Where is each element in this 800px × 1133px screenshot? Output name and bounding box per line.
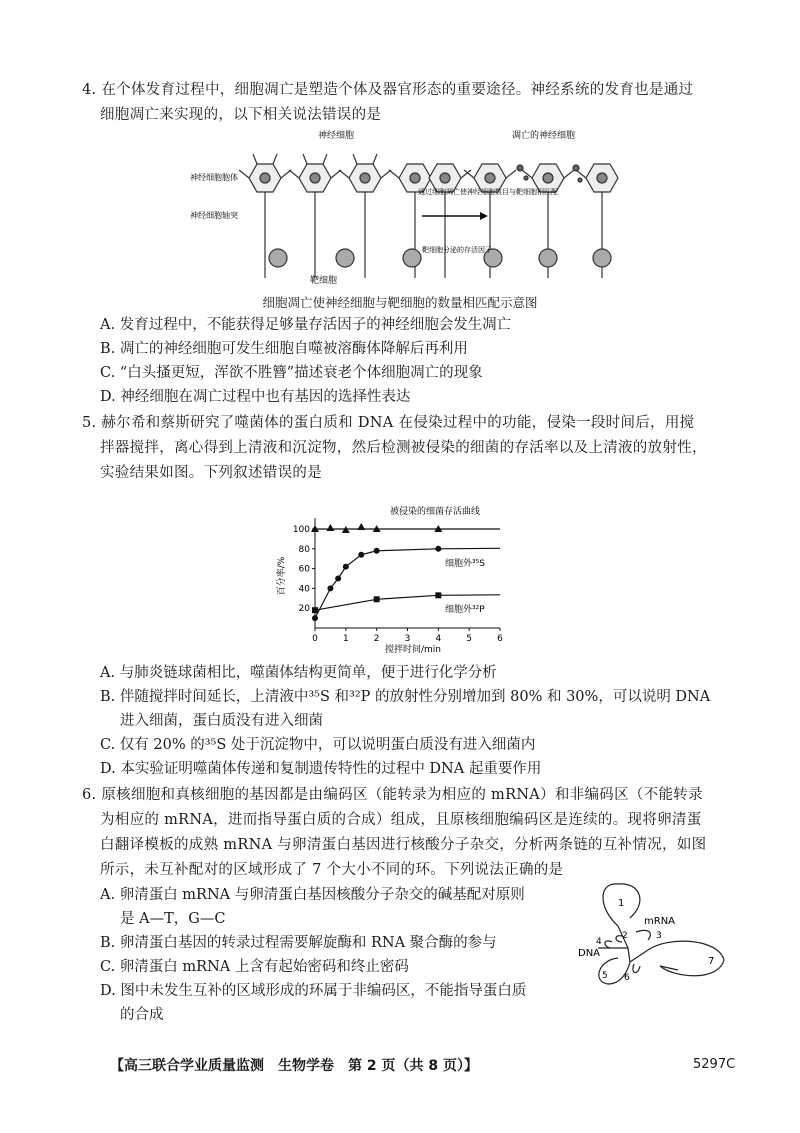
y-tick-label: 20 bbox=[298, 604, 310, 615]
q5-stem-line3: 实验结果如图。下列叙述错误的是 bbox=[100, 465, 322, 481]
chart-ylabel: 百分率/% bbox=[277, 556, 287, 596]
q6-stem-line3: 白翻译模板的成熟 mRNA 与卵清蛋白基因进行核酸分子杂交，分析两条链的互补情况，如图 bbox=[100, 837, 707, 853]
loop-label-1: 1 bbox=[618, 898, 625, 909]
legend-s35: 细胞外³⁵S bbox=[445, 559, 485, 569]
q6-stem-line2: 为相应的 mRNA，进而指导蛋白质的合成）组成，且原核细胞编码区是连续的。现将卵清蛋 bbox=[100, 812, 702, 828]
data-point bbox=[312, 607, 318, 613]
q6-option-d-cont: 的合成 bbox=[120, 1007, 164, 1023]
q5-stem-line1: 5. 赫尔希和蔡斯研究了噬菌体的蛋白质和 DNA 在侵染过程中的功能，侵染一段时间后，用搅 bbox=[82, 415, 695, 431]
label-soma: 神经细胞胞体 bbox=[190, 173, 238, 182]
label-dna: DNA bbox=[578, 948, 601, 959]
q4-option-c: C. “白头搔更短，浑欲不胜簪”描述衰老个体细胞凋亡的现象 bbox=[100, 365, 483, 381]
loop-label-5: 5 bbox=[602, 971, 608, 981]
legend-p32: 细胞外³²P bbox=[445, 605, 485, 615]
x-tick-label: 3 bbox=[404, 634, 411, 644]
data-point bbox=[312, 615, 318, 621]
q5-stem-line2: 拌器搅拌，离心得到上清液和沉淀物，然后检测被侵染的细菌的存活率以及上清液的放射性， bbox=[100, 440, 707, 456]
q6-option-a-cont: 是 A—T，G—C bbox=[120, 911, 226, 927]
label-neurons: 神经细胞 bbox=[318, 131, 355, 141]
data-point bbox=[326, 524, 334, 531]
q4-stem-line1: 4. 在个体发育过程中，细胞凋亡是塑造个体及器官形态的重要途径。神经系统的发育也是通过 bbox=[82, 82, 694, 98]
legend-survival: 被侵染的细菌存活曲线 bbox=[390, 507, 481, 517]
loop-6 bbox=[633, 964, 640, 973]
q4-stem-line2: 细胞凋亡来实现的，以下相关说法错误的是 bbox=[100, 107, 382, 123]
q5-option-b-cont: 进入细菌，蛋白质没有进入细菌 bbox=[120, 713, 323, 729]
data-point bbox=[343, 564, 349, 570]
q6-stem-line4: 所示，未互补配对的区域形成了 7 个大小不同的环。下列说法正确的是 bbox=[100, 862, 564, 878]
q6-option-d: D. 图中未发生互补的区域形成的环属于非编码区，不能指导蛋白质 bbox=[100, 983, 527, 999]
label-mrna: mRNA bbox=[644, 916, 676, 927]
x-tick-label: 5 bbox=[466, 634, 473, 644]
q5-option-c: C. 仅有 20% 的³⁵S 处于沉淀物中，可以说明蛋白质没有进入细菌内 bbox=[100, 737, 536, 753]
label-target-cell: 靶细胞 bbox=[310, 276, 338, 286]
q6-hybrid-figure bbox=[578, 878, 738, 998]
q6-option-b: B. 卵清蛋白基因的转录过程需要解旋酶和 RNA 聚合酶的参与 bbox=[100, 935, 497, 951]
x-tick-label: 0 bbox=[312, 634, 318, 644]
q4-option-d: D. 神经细胞在凋亡过程中也有基因的选择性表达 bbox=[100, 389, 411, 405]
loop-3 bbox=[636, 930, 650, 940]
y-tick-label: 60 bbox=[298, 564, 310, 575]
q6-stem-line1: 6. 原核细胞和真核细胞的基因都是由编码区（能转录为相应的 mRNA）和非编码区（不能转录 bbox=[82, 787, 703, 803]
q5-option-b: B. 伴随搅拌时间延长，上清液中³⁵S 和³²P 的放射性分别增加到 80% 和 30%，可以说明 DNA bbox=[100, 689, 711, 705]
q4-option-b: B. 凋亡的神经细胞可发生细胞自噬被溶酶体降解后再利用 bbox=[100, 341, 468, 357]
loop-label-2: 2 bbox=[622, 931, 628, 941]
y-tick-label: 80 bbox=[298, 544, 310, 555]
q4-figure-caption: 细胞凋亡使神经细胞与靶细胞的数量相匹配示意图 bbox=[262, 295, 538, 310]
loop-label-7: 7 bbox=[708, 956, 715, 967]
page-footer: 【高三联合学业质量监测 生物学卷 第 2 页（共 8 页）】 bbox=[110, 1058, 478, 1074]
data-point bbox=[357, 523, 365, 530]
x-tick-label: 1 bbox=[342, 634, 349, 644]
arrow-annotation-1: 通过细胞凋亡使神经细胞数目与靶细胞相匹配 bbox=[418, 188, 558, 196]
loop-4 bbox=[605, 941, 612, 948]
loop-label-6: 6 bbox=[624, 973, 630, 983]
q4-neuron-figure bbox=[190, 128, 630, 288]
x-tick-label: 2 bbox=[373, 634, 380, 644]
q5-option-a: A. 与肺炎链球菌相比，噬菌体结构更简单，便于进行化学分析 bbox=[100, 665, 497, 681]
loop-label-4: 4 bbox=[596, 937, 602, 947]
q6-option-a: A. 卵清蛋白 mRNA 与卵清蛋白基因核酸分子杂交的碱基配对原则 bbox=[100, 887, 525, 903]
y-tick-label: 40 bbox=[298, 584, 310, 595]
arrow-annotation-2: 靶细胞分泌的存活因子 bbox=[422, 246, 492, 254]
footer-code: 5297C bbox=[693, 1057, 736, 1072]
data-point bbox=[327, 585, 333, 591]
q5-chart bbox=[270, 496, 530, 656]
data-point bbox=[374, 596, 380, 602]
label-dying-neurons: 凋亡的神经细胞 bbox=[512, 131, 576, 141]
q5-option-d: D. 本实验证明噬菌体传递和复制遗传特性的过程中 DNA 起重要作用 bbox=[100, 761, 542, 777]
q4-option-a: A. 发育过程中，不能获得足够量存活因子的神经细胞会发生凋亡 bbox=[100, 317, 512, 333]
x-tick-label: 4 bbox=[435, 634, 442, 644]
label-axon: 神经细胞轴突 bbox=[190, 211, 238, 220]
neuron-group-right bbox=[464, 164, 618, 278]
data-point bbox=[358, 552, 364, 558]
chart-xlabel: 搅拌时间/min bbox=[384, 645, 442, 655]
data-point bbox=[335, 576, 341, 582]
y-tick-label: 100 bbox=[292, 525, 310, 535]
data-point bbox=[435, 592, 441, 598]
q6-option-c: C. 卵清蛋白 mRNA 上含有起始密码和终止密码 bbox=[100, 959, 409, 975]
loop-label-3: 3 bbox=[656, 931, 662, 941]
x-tick-label: 6 bbox=[497, 634, 503, 644]
data-point bbox=[374, 548, 380, 554]
data-point bbox=[435, 546, 441, 552]
